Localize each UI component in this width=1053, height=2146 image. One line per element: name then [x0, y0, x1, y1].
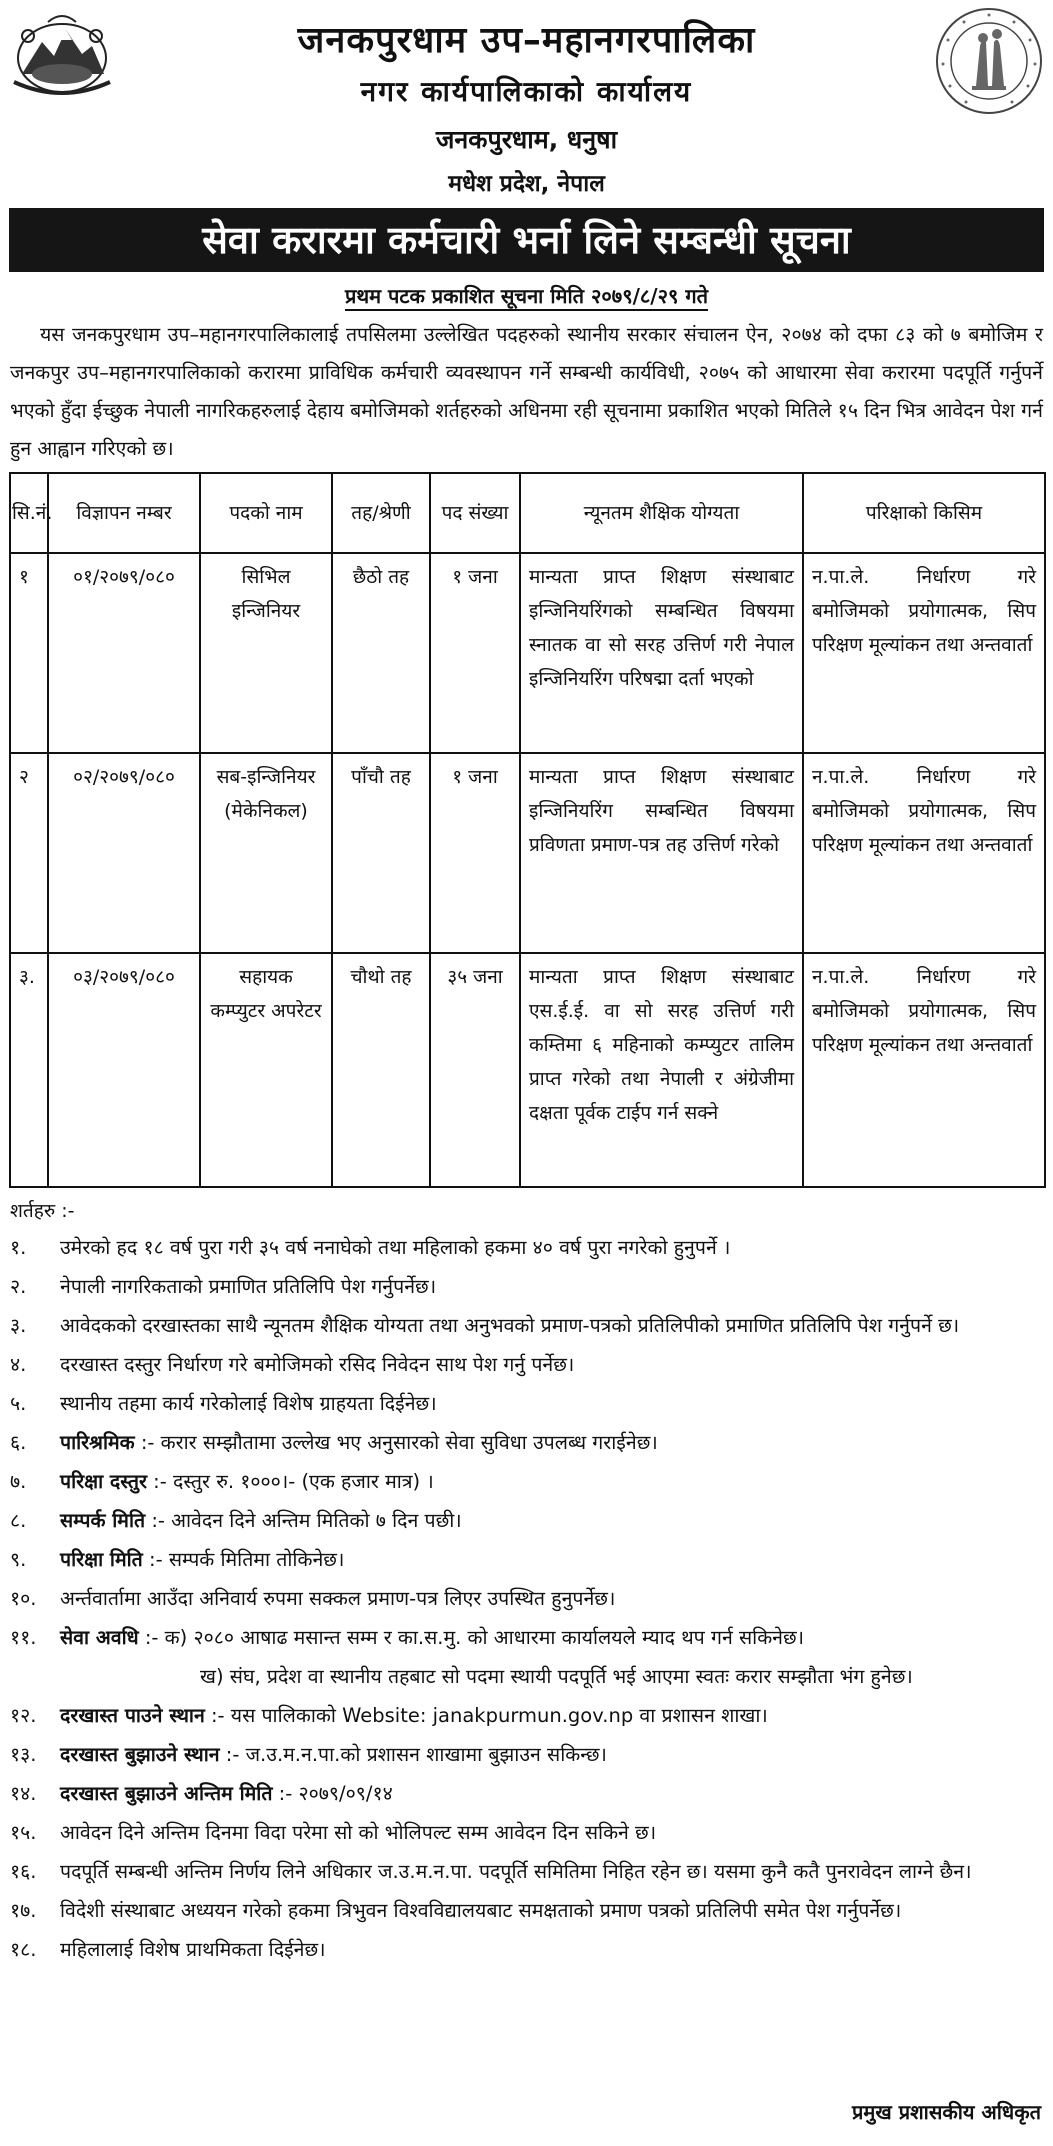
- term-item: [10, 1852, 1043, 1891]
- term-text: :- ज.उ.म.न.पा.को प्रशासन शाखामा बुझाउन सकिन्छ।: [225, 1743, 607, 1766]
- term-text: अर्न्तवार्तामा आउँदा अनिवार्य रुपमा सक्कल प्रमाण-पत्र लिएर उपस्थित हुनुपर्नेछ।: [60, 1587, 616, 1610]
- municipality-seal-icon: [934, 6, 1044, 116]
- term-label: सेवा अवधि: [60, 1626, 139, 1649]
- term-text: महिलालाई विशेष प्राथमिकता दिईनेछ।: [60, 1938, 326, 1961]
- signatory-title: प्रमुख प्रशासकीय अधिकृत: [852, 2100, 1041, 2124]
- term-number: १०.: [10, 1587, 37, 1610]
- table-row: [10, 953, 1045, 1187]
- term-item: [10, 1384, 1043, 1423]
- term-number: २.: [10, 1275, 27, 1298]
- term-number: १.: [10, 1236, 27, 1259]
- term-subtext: ख) संघ, प्रदेश वा स्थानीय तहबाट सो पदमा स्थायी पदपूर्ति भई आएमा स्वतः करार सम्झौता भंग हुनेछ।: [200, 1665, 913, 1688]
- cell-count: १ जना: [430, 753, 520, 953]
- org-name: जनकपुरधाम उप–महानगरपालिका: [297, 20, 756, 61]
- col-header-exam: परिक्षाको किसिम: [803, 473, 1045, 553]
- term-label: पारिश्रमिक: [60, 1431, 135, 1454]
- term-item: [10, 1891, 1043, 1930]
- cell-post: सिभिल इन्जिनियर: [200, 553, 332, 753]
- term-number: १२.: [10, 1704, 37, 1727]
- term-text: :- क) २०८० आषाढ मसान्त सम्म र का.स.मु. को आधारमा कार्यालयले म्याद थप गर्न सकिनेछ।: [144, 1626, 805, 1649]
- table-row: [10, 753, 1045, 953]
- term-text: :- सम्पर्क मितिमा तोकिनेछ।: [149, 1548, 345, 1571]
- term-text: उमेरको हद १८ वर्ष पुरा गरी ३५ वर्ष ननाघेको तथा महिलाको हकमा ४० वर्ष पुरा नगरेको हुनुपर्ने ।: [60, 1236, 731, 1259]
- cell-qualification: मान्यता प्राप्त शिक्षण संस्थाबाट इन्जिनियरिंगको सम्बन्धित विषयमा स्नातक वा सो सरह उत्तिर्ण गरी नेपाल इन्जिनियरिंग परिषद्मा दर्ता भएको: [520, 553, 803, 753]
- term-item: [10, 1228, 1043, 1267]
- term-text: :- आवेदन दिने अन्तिम मितिको ७ दिन पछी।: [151, 1509, 462, 1532]
- office-location: जनकपुरधाम, धनुषा: [435, 125, 618, 154]
- term-number: ५.: [10, 1392, 27, 1415]
- term-text: :- दस्तुर रु. १०००।- (एक हजार मात्र) ।: [153, 1470, 434, 1493]
- table-header-row: [10, 473, 1045, 553]
- term-label: दरखास्त बुझाउने स्थान: [60, 1743, 220, 1766]
- term-label: दरखास्त बुझाउने अन्तिम मिति: [60, 1782, 273, 1805]
- term-number: १४.: [10, 1782, 37, 1805]
- cell-post: सब-इन्जिनियर (मेकेनिकल): [200, 753, 332, 953]
- term-item: [10, 1267, 1043, 1306]
- term-text: पदपूर्ति सम्बन्धी अन्तिम निर्णय लिने अधिकार ज.उ.म.न.पा. पदपूर्ति समितिमा निहित रहेन छ। यसमा कुनै कतै पुनरावेदन लाग्ने छैन।: [60, 1860, 972, 1883]
- office-name: नगर कार्यपालिकाको कार्यालय: [360, 75, 693, 108]
- term-number: १६.: [10, 1860, 37, 1883]
- cell-count: ३५ जना: [430, 953, 520, 1187]
- cell-exam: न.पा.ले. निर्धारण गरे बमोजिमको प्रयोगात्मक, सिप परिक्षण मूल्यांकन तथा अन्तवार्ता: [803, 753, 1045, 953]
- term-item: [10, 1618, 1043, 1696]
- term-item: [10, 1813, 1043, 1852]
- term-text: नेपाली नागरिकताको प्रमाणित प्रतिलिपि पेश गर्नुपर्नेछ।: [60, 1275, 437, 1298]
- term-number: ६.: [10, 1431, 27, 1454]
- cell-sn: ३.: [10, 953, 48, 1187]
- term-label: परिक्षा दस्तुर: [60, 1470, 147, 1493]
- term-label: परिक्षा मिति: [60, 1548, 143, 1571]
- cell-qualification: मान्यता प्राप्त शिक्षण संस्थाबाट इन्जिनियरिंग सम्बन्धित विषयमा प्रविणता प्रमाण-पत्र तह उत्तिर्ण गरेको: [520, 753, 803, 953]
- cell-sn: १: [10, 553, 48, 753]
- term-item: [10, 1774, 1043, 1813]
- term-number: १८.: [10, 1938, 37, 1961]
- col-header-ad-no: विज्ञापन नम्बर: [48, 473, 200, 553]
- term-text: दरखास्त दस्तुर निर्धारण गरे बमोजिमको रसिद निवेदन साथ पेश गर्नु पर्नेछ।: [60, 1353, 575, 1376]
- term-text: :- करार सम्झौतामा उल्लेख भए अनुसारको सेवा सुविधा उपलब्ध गराईनेछ।: [140, 1431, 658, 1454]
- intro-paragraph: यस जनकपुरधाम उप–महानगरपालिकालाई तपसिलमा उल्लेखित पदहरुको स्थानीय सरकार संचालन ऐन, २०७४ को दफा ८३ को ७ बमोजिम र जनकपुर उप–महानगरपालिकाको करारमा प्राविधिक कर्मचारी व्यवस्थापन गर्ने सम्बन्धी कार्यविधी, २०७५ को आधारमा सेवा करारमा पदपूर्ति गर्नुपर्ने भएको हुँदा ईच्छुक नेपाली नागरिकहरुलाई देहाय बमोजिमको शर्तहरुको अधिनमा रही सूचनामा प्रकाशित भएको मितिले १५ दिन भित्र आवेदन पेश गर्न हुन आह्वान गरिएको छ।: [10, 323, 1043, 460]
- term-number: १३.: [10, 1743, 37, 1766]
- cell-exam: न.पा.ले. निर्धारण गरे बमोजिमको प्रयोगात्मक, सिप परिक्षण मूल्यांकन तथा अन्तवार्ता: [803, 553, 1045, 753]
- cell-ad-no: ०३/२०७९/०८०: [48, 953, 200, 1187]
- term-text: स्थानीय तहमा कार्य गरेकोलाई विशेष ग्राहयता दिईनेछ।: [60, 1392, 437, 1415]
- terms-heading: शर्तहरु :-: [10, 1200, 75, 1222]
- term-text: आवेदन दिने अन्तिम दिनमा विदा परेमा सो को भोलिपल्ट सम्म आवेदन दिन सकिने छ।: [60, 1821, 657, 1844]
- term-item: [10, 1579, 1043, 1618]
- term-item: [10, 1462, 1043, 1501]
- cell-level: चौथो तह: [332, 953, 430, 1187]
- term-item: [10, 1540, 1043, 1579]
- term-number: ८.: [10, 1509, 27, 1532]
- cell-ad-no: ०१/२०७९/०८०: [48, 553, 200, 753]
- term-text: :- २०७९/०९/१४: [278, 1782, 393, 1805]
- col-header-count: पद संख्या: [430, 473, 520, 553]
- term-label: सम्पर्क मिति: [60, 1509, 146, 1532]
- cell-qualification: मान्यता प्राप्त शिक्षण संस्थाबाट एस.ई.ई. वा सो सरह उत्तिर्ण गरी कम्तिमा ६ महिनाको कम्प्युटर तालिम प्राप्त गरेको तथा नेपाली र अंग्रेजीमा दक्षता पूर्वक टाईप गर्न सक्ने: [520, 953, 803, 1187]
- term-number: ४.: [10, 1353, 27, 1376]
- cell-level: छैठो तह: [332, 553, 430, 753]
- publish-date-line: [0, 282, 1053, 309]
- nepal-emblem-icon: [8, 8, 116, 100]
- term-number: ९.: [10, 1548, 27, 1571]
- cell-post: सहायक कम्प्युटर अपरेटर: [200, 953, 332, 1187]
- cell-exam: न.पा.ले. निर्धारण गरे बमोजिमको प्रयोगात्मक, सिप परिक्षण मूल्यांकन तथा अन्तवार्ता: [803, 953, 1045, 1187]
- cell-ad-no: ०२/२०७९/०८०: [48, 753, 200, 953]
- cell-sn: २: [10, 753, 48, 953]
- col-header-sn: सि.नं.: [10, 473, 48, 553]
- term-number: ११.: [10, 1626, 37, 1649]
- term-number: ७.: [10, 1470, 27, 1493]
- notice-title-banner: सेवा करारमा कर्मचारी भर्ना लिने सम्बन्धी सूचना: [9, 208, 1044, 272]
- table-row: [10, 553, 1045, 753]
- term-number: १७.: [10, 1899, 37, 1922]
- term-item: [10, 1306, 1043, 1345]
- term-label: दरखास्त पाउने स्थान: [60, 1704, 205, 1727]
- publish-date: प्रथम पटक प्रकाशित सूचना मिति २०७९/८/२९ गते: [345, 284, 708, 311]
- col-header-qualification: न्यूनतम शैक्षिक योग्यता: [520, 473, 803, 553]
- terms-list: [10, 1228, 1043, 1969]
- col-header-level: तह/श्रेणी: [332, 473, 430, 553]
- term-number: ३.: [10, 1314, 27, 1337]
- vacancy-table: [9, 472, 1046, 1188]
- term-text: आवेदकको दरखास्तका साथै न्यूनतम शैक्षिक योग्यता तथा अनुभवको प्रमाण-पत्रको प्रतिलिपीको प्रमाणित प्रतिलिपि पेश गर्नुपर्ने छ।: [60, 1314, 960, 1337]
- office-province: मधेश प्रदेश, नेपाल: [448, 171, 605, 197]
- term-item: [10, 1423, 1043, 1462]
- col-header-post: पदको नाम: [200, 473, 332, 553]
- term-text: :- यस पालिकाको Website: janakpurmun.gov.np वा प्रशासन शाखा।: [210, 1704, 768, 1727]
- term-item: [10, 1501, 1043, 1540]
- term-item: [10, 1930, 1043, 1969]
- cell-count: १ जना: [430, 553, 520, 753]
- term-text: विदेशी संस्थाबाट अध्ययन गरेको हकमा त्रिभुवन विश्वविद्यालयबाट समक्षताको प्रमाण पत्रको प्रतिलिपी समेत पेश गर्नुपर्नेछ।: [60, 1899, 902, 1922]
- term-number: १५.: [10, 1821, 37, 1844]
- term-item: [10, 1345, 1043, 1384]
- term-item: [10, 1735, 1043, 1774]
- cell-level: पाँचौ तह: [332, 753, 430, 953]
- term-item: [10, 1696, 1043, 1735]
